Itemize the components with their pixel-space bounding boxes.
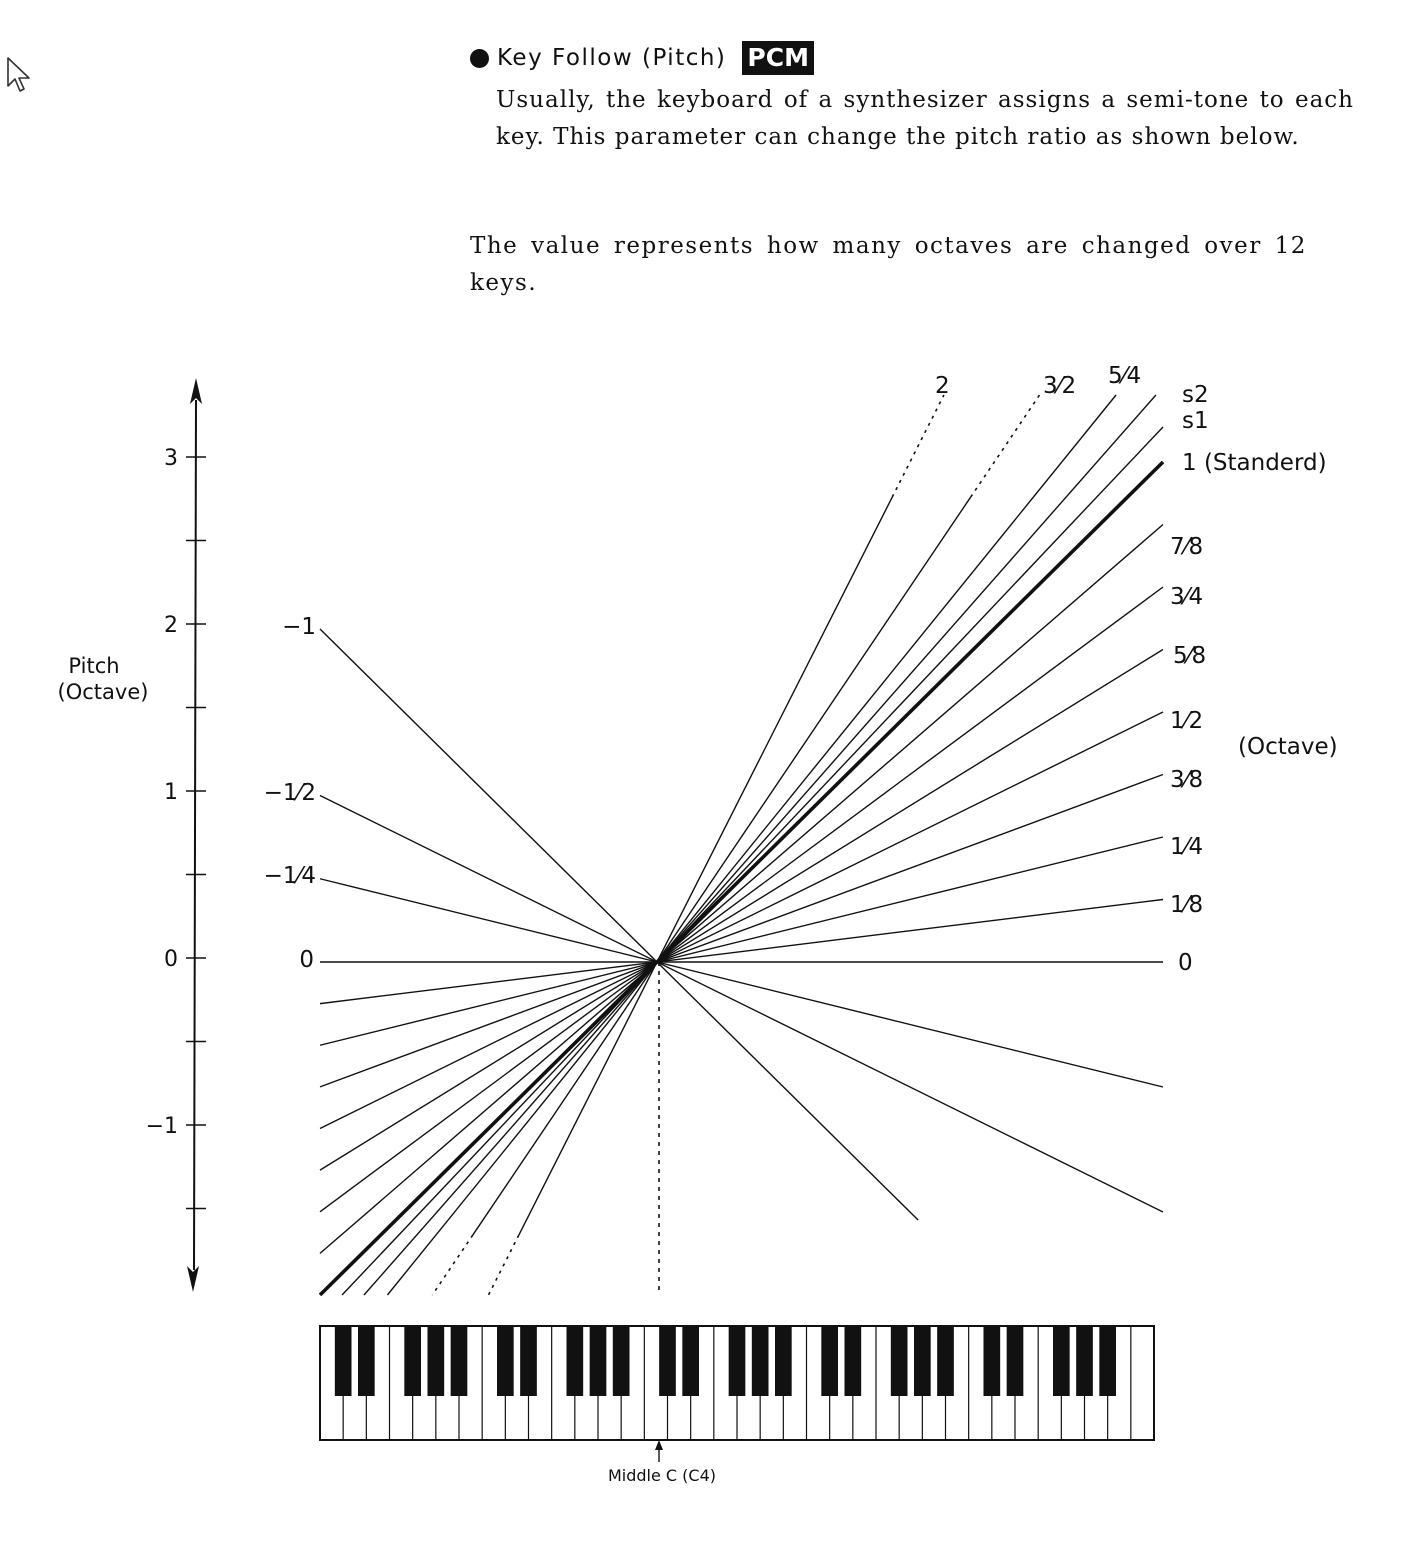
fan-line [364, 395, 1156, 1295]
fan-line-label: 2 [935, 373, 950, 399]
black-key [427, 1326, 444, 1396]
fan-line [320, 525, 1163, 1254]
black-key [752, 1326, 769, 1396]
description-text: Usually, the keyboard of a synthesizer assigns a semi-tone to each key. This parameter can change the pitch ratio as shown below. [496, 87, 1354, 150]
black-key [937, 1326, 954, 1396]
black-key [590, 1326, 607, 1396]
pcm-badge: PCM [742, 41, 814, 75]
fan-line [320, 775, 1163, 1087]
fan-line-label: 0 [1178, 950, 1193, 976]
fan-line-label: 1 (Standerd) [1182, 450, 1327, 476]
fan-line-label: 1⁄8 [1170, 892, 1204, 918]
fan-line-label: 3⁄4 [1170, 584, 1204, 610]
fan-line-label: 3⁄2 [1043, 373, 1077, 399]
fan-line-label: s2 [1182, 382, 1209, 408]
fan-line [489, 395, 944, 1295]
fan-line [432, 395, 1039, 1295]
fan-line [320, 629, 918, 1220]
value-note-text: The value represents how many octaves are changed over 12 keys. [470, 233, 1307, 296]
black-key [451, 1326, 468, 1396]
black-key [844, 1326, 861, 1396]
black-key [566, 1326, 583, 1396]
black-key [775, 1326, 792, 1396]
black-key [613, 1326, 630, 1396]
fan-line-label: −1⁄4 [263, 863, 316, 889]
black-key [891, 1326, 908, 1396]
y-axis-line [194, 400, 196, 1270]
fan-line [387, 395, 1116, 1295]
fan-line-label: 1⁄2 [1170, 708, 1204, 734]
fan-line [342, 427, 1163, 1295]
y-axis-bottom-arrow-icon [187, 1266, 199, 1292]
black-key [497, 1326, 514, 1396]
unit-label: (Octave) [1238, 734, 1338, 760]
middle-c-label: Middle C (C4) [607, 1466, 717, 1485]
fan-line [320, 837, 1163, 1045]
y-axis [58, 378, 206, 1292]
fan-line-label: 5⁄8 [1173, 643, 1207, 669]
fan-line [320, 587, 1163, 1212]
y-tick-label: 2 [164, 613, 178, 638]
section-title: Key Follow (Pitch) [497, 45, 727, 71]
y-tick-label: −1 [145, 1114, 178, 1139]
black-key [1053, 1326, 1070, 1396]
black-key [914, 1326, 931, 1396]
fan-line-label: −1 [282, 614, 316, 640]
black-key [729, 1326, 746, 1396]
y-tick-label: 0 [164, 947, 178, 972]
line-fan [264, 363, 1327, 1295]
y-tick-label: 1 [164, 780, 178, 805]
black-key [1099, 1326, 1116, 1396]
black-key [1007, 1326, 1024, 1396]
black-key [404, 1326, 421, 1396]
fan-line-label: −1⁄2 [263, 780, 316, 806]
y-axis-label-octave: (Octave) [57, 680, 149, 704]
middle-c-arrow-icon [655, 1440, 663, 1450]
black-key [983, 1326, 1000, 1396]
fan-line [320, 712, 1163, 1129]
keyboard [320, 1326, 1154, 1440]
black-key [335, 1326, 352, 1396]
fan-line-label: 3⁄8 [1170, 767, 1204, 793]
black-key [1076, 1326, 1093, 1396]
black-key [682, 1326, 699, 1396]
fan-line-label-left: 0 [299, 947, 314, 973]
black-key [358, 1326, 375, 1396]
y-axis-label-pitch: Pitch [68, 654, 120, 678]
fan-line-label: 5⁄4 [1108, 363, 1142, 389]
fan-line-label: 7⁄8 [1170, 534, 1204, 560]
fan-line [320, 462, 1163, 1295]
black-key [520, 1326, 537, 1396]
fan-line-label: s1 [1182, 408, 1209, 434]
fan-line [320, 900, 1163, 1004]
black-key [659, 1326, 676, 1396]
y-tick-label: 3 [164, 446, 178, 471]
black-key [821, 1326, 838, 1396]
fan-line-label: 1⁄4 [1170, 834, 1204, 860]
